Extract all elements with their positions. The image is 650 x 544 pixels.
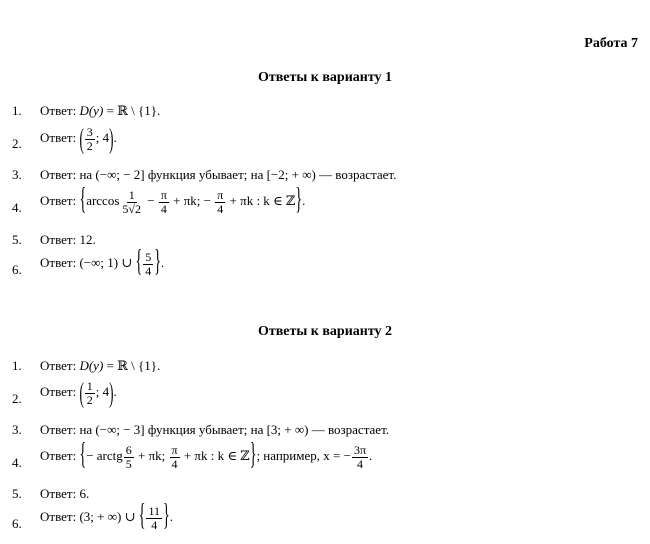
- v1-answer3-number: 3.: [12, 167, 22, 182]
- v2-answer3: Ответ: на (−∞; − 3] функция убывает; на [3; + ∞) — возрастает.: [40, 422, 390, 437]
- variant2-title: Ответы к варианту 2: [257, 324, 393, 339]
- v1-answer3: Ответ: на (−∞; − 2] функция убывает; на [−2; + ∞) — возрастает.: [40, 167, 397, 182]
- v1-answer5: Ответ: 12.: [40, 232, 96, 247]
- v1-answer4: Ответ: {arccos $\frac{1}{5√2}$ − $\frac{\pi}{4}$ + πk; − $\frac{\pi}{4}$ + πk : k ∈ ℤ}.: [40, 184, 306, 218]
- v2-answer5-number: 5.: [12, 486, 22, 501]
- v2-answer5: Ответ: 6.: [40, 486, 90, 501]
- v1-answer6: Ответ: (−∞; 1) ∪ { $\frac{5}{4}$ }.: [40, 246, 165, 280]
- work-label: Работа 7: [584, 36, 638, 51]
- v1-answer1: Ответ: D(y) = ℝ \ {1}.: [40, 103, 161, 118]
- v2-answer1: Ответ: D(y) = ℝ \ {1}.: [40, 358, 161, 373]
- v1-answer4-number: 4.: [12, 200, 22, 215]
- v2-answer4-number: 4.: [12, 455, 22, 470]
- v2-answer2: Ответ: ( $\frac{1}{2}$ ; 4).: [40, 375, 117, 409]
- v1-answer2-number: 2.: [12, 136, 22, 151]
- v1-answer6-number: 6.: [12, 262, 22, 277]
- v2-answer6: Ответ: (3; + ∞) ∪ { $\frac{11}{4}$ }.: [40, 500, 173, 534]
- v2-answer4: Ответ: {− arctg $\frac{6}{5}$ + πk; $\frac{\pi}{4}$ + πk : k ∈ ℤ}; например, x = − $\frac{3\pi}{4}$ .: [40, 439, 373, 473]
- v2-answer3-number: 3.: [12, 422, 22, 437]
- v1-answer5-number: 5.: [12, 232, 22, 247]
- v2-answer6-number: 6.: [12, 516, 22, 531]
- v2-answer1-number: 1.: [12, 358, 22, 373]
- v1-answer1-number: 1.: [12, 103, 22, 118]
- v2-answer2-number: 2.: [12, 391, 22, 406]
- v1-answer2: Ответ: ( $\frac{3}{2}$ ; 4).: [40, 121, 117, 155]
- variant1-title: Ответы к варианту 1: [257, 70, 393, 85]
